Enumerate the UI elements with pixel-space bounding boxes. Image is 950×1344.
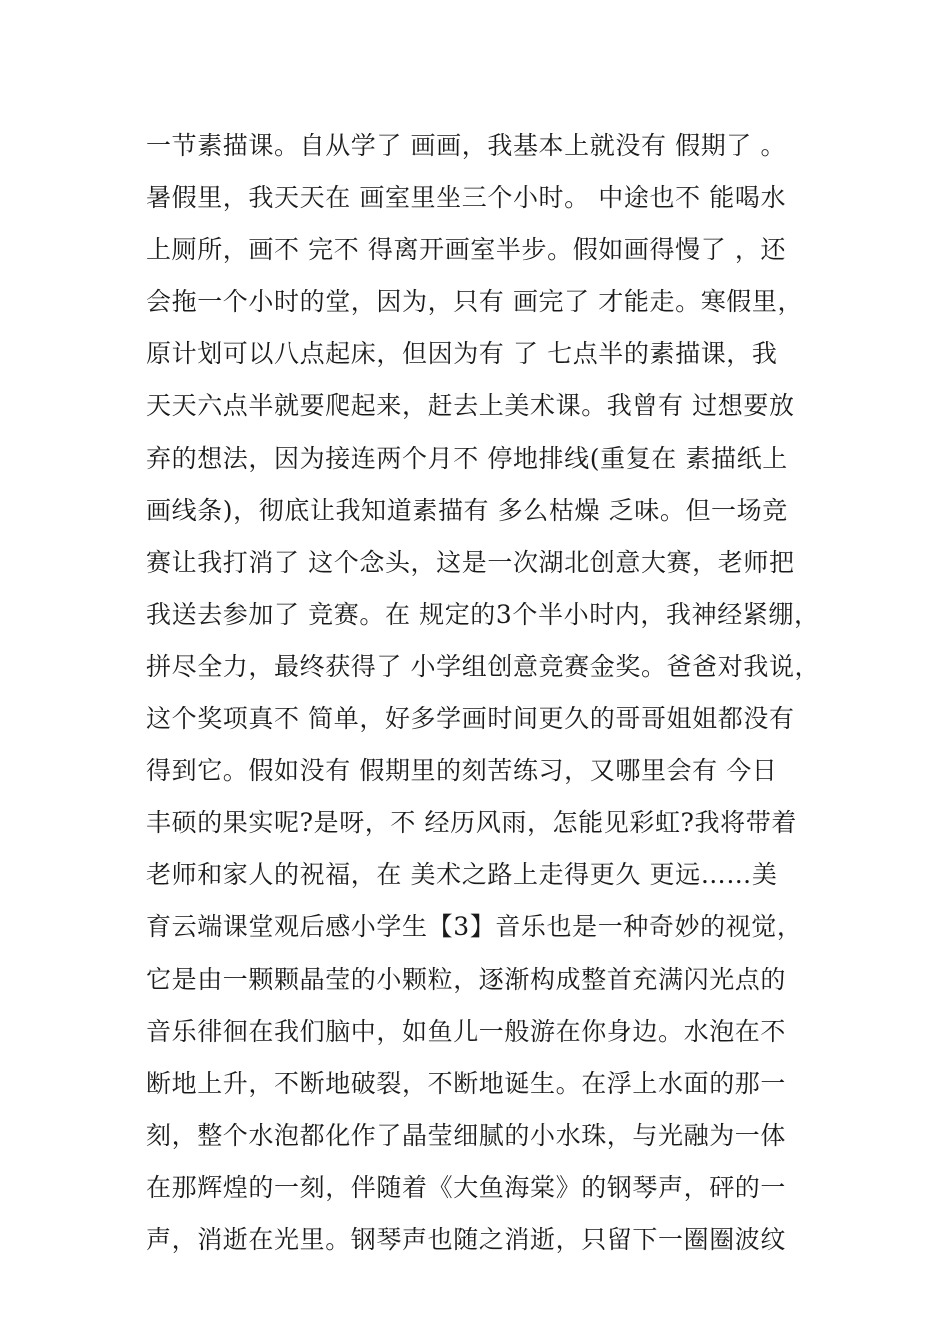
text-line-6: 天天六点半就要爬起来，赶去上美术课。我曾有 过想要放	[146, 391, 795, 421]
text-line-4: 会拖一个小时的堂，因为，只有 画完了 才能走。寒假里，	[146, 287, 804, 317]
text-line-18: 音乐徘徊在我们脑中，如鱼儿一般游在你身边。水泡在不	[146, 1016, 787, 1046]
text-line-3: 上厕所，画不 完不 得离开画室半步。假如画得慢了 ，还	[146, 235, 787, 265]
text-line-11: 拼尽全力，最终获得了 小学组创意竞赛金奖。爸爸对我说，	[146, 651, 821, 681]
text-line-16: 育云端课堂观后感小学生【3】音乐也是一种奇妙的视觉，	[146, 912, 803, 942]
text-line-7: 弃的想法，因为接连两个月不 停地排线(重复在 素描纸上	[146, 443, 788, 473]
text-line-2: 暑假里，我天天在 画室里坐三个小时。 中途也不 能喝水	[146, 183, 787, 213]
text-line-13: 得到它。假如没有 假期里的刻苦练习，又哪里会有 今日	[146, 756, 778, 786]
body-text	[146, 124, 836, 1270]
text-line-5: 原计划可以八点起床，但因为有 了 七点半的素描课，我	[146, 339, 778, 369]
text-line-8: 画线条)，彻底让我知道素描有 多么枯燥 乏味。但一场竞	[146, 495, 788, 525]
text-line-12: 这个奖项真不 简单，好多学画时间更久的哥哥姐姐都没有	[146, 704, 795, 734]
text-line-22: 声，消逝在光里。钢琴声也随之消逝，只留下一圈圈波纹	[146, 1224, 787, 1254]
text-line-14: 丰硕的果实呢?是呀，不 经历风雨，怎能见彩虹?我将带着	[146, 808, 797, 838]
text-line-9: 赛让我打消了 这个念头，这是一次湖北创意大赛，老师把	[146, 547, 795, 577]
text-line-1: 一节素描课。自从学了 画画，我基本上就没有 假期了 。	[146, 131, 787, 160]
text-line-21: 在那辉煌的一刻，伴随着《大鱼海棠》的钢琴声，砰的一	[146, 1172, 787, 1202]
text-line-19: 断地上升，不断地破裂，不断地诞生。在浮上水面的那一	[146, 1068, 787, 1098]
text-line-15: 老师和家人的祝福，在 美术之路上走得更久 更远……美	[146, 860, 778, 890]
text-line-17: 它是由一颗颗晶莹的小颗粒，逐渐构成整首充满闪光点的	[146, 964, 787, 994]
text-line-20: 刻，整个水泡都化作了晶莹细腻的小水珠，与光融为一体	[146, 1120, 787, 1150]
text-line-10: 我送去参加了 竞赛。在 规定的3个半小时内，我神经紧绷，	[146, 599, 820, 629]
